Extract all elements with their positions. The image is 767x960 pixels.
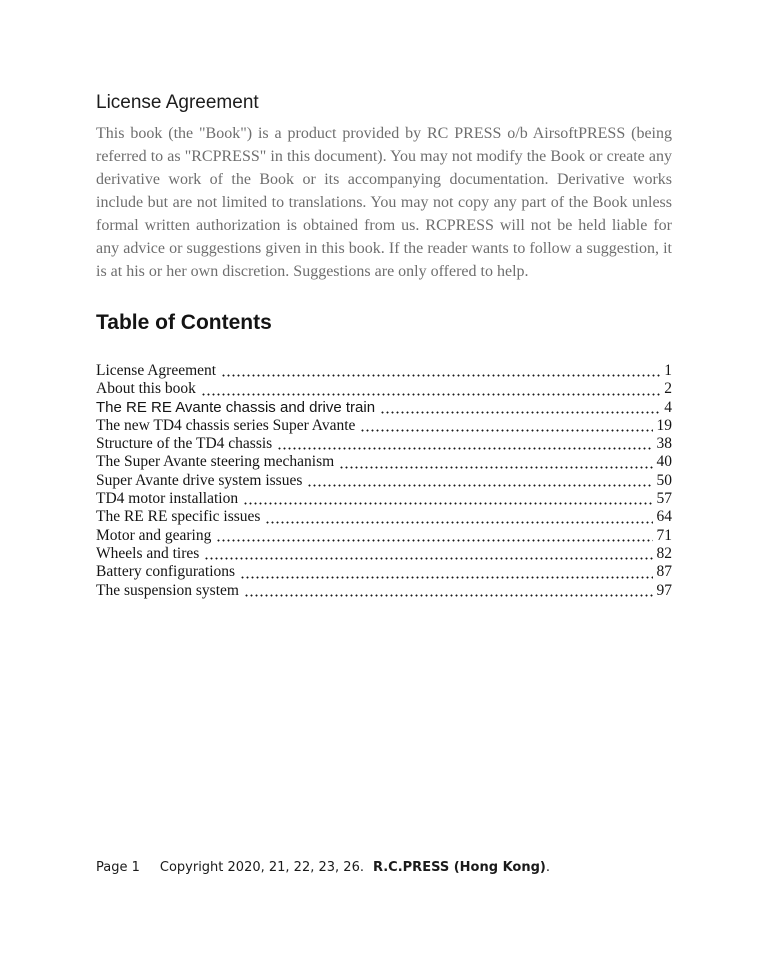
toc-dot-leader bbox=[221, 362, 660, 380]
footer-page-number: Page 1 bbox=[96, 860, 140, 875]
toc-entry-page-number: 4 bbox=[664, 398, 672, 416]
toc-entry bbox=[96, 472, 672, 490]
toc-entry-title: Structure of the TD4 chassis bbox=[96, 435, 273, 453]
toc-dot-leader bbox=[201, 380, 660, 398]
footer-publisher: R.C.PRESS (Hong Kong) bbox=[372, 860, 546, 875]
toc-entry bbox=[96, 380, 672, 398]
toc-dot-leader bbox=[339, 453, 652, 471]
toc-entry-page-number: 87 bbox=[656, 563, 672, 581]
toc-entry bbox=[96, 435, 672, 453]
toc-entry-page-number: 57 bbox=[656, 490, 672, 508]
toc-entry bbox=[96, 417, 672, 435]
toc-dot-leader bbox=[243, 490, 652, 508]
toc-entry-title: Battery configurations bbox=[96, 563, 236, 581]
toc-dot-leader bbox=[204, 545, 652, 563]
toc-entry-title: Wheels and tires bbox=[96, 544, 200, 562]
toc-entry bbox=[96, 490, 672, 508]
footer-copyright: Copyright 2020, 21, 22, 23, 26. bbox=[159, 860, 364, 875]
toc-entry-title: Motor and gearing bbox=[96, 526, 212, 544]
toc-entry bbox=[96, 545, 672, 563]
toc-entry-title: License Agreement bbox=[96, 362, 217, 379]
toc-entry-title: The Super Avante steering mechanism bbox=[96, 453, 335, 471]
toc-entry bbox=[96, 582, 672, 600]
toc-entry bbox=[96, 508, 672, 526]
toc-dot-leader bbox=[216, 527, 652, 545]
toc-entry bbox=[96, 563, 672, 581]
toc-entry bbox=[96, 362, 672, 380]
toc-dot-leader bbox=[380, 399, 660, 417]
toc-entry-page-number: 38 bbox=[656, 435, 672, 453]
table-of-contents-list bbox=[96, 362, 672, 600]
toc-dot-leader bbox=[277, 435, 652, 453]
toc-entry-title: The RE RE Avante chassis and drive train bbox=[96, 398, 376, 416]
toc-entry-page-number: 50 bbox=[656, 471, 672, 489]
table-of-contents-heading: Table of Contents bbox=[96, 311, 272, 334]
toc-entry-title: Super Avante drive system issues bbox=[96, 471, 303, 489]
page-footer bbox=[96, 859, 550, 877]
toc-entry-title: The new TD4 chassis series Super Avante bbox=[96, 416, 356, 434]
toc-entry-page-number: 2 bbox=[664, 380, 672, 398]
toc-entry-page-number: 40 bbox=[656, 453, 672, 471]
toc-entry-page-number: 1 bbox=[664, 362, 672, 379]
toc-dot-leader bbox=[240, 563, 652, 581]
toc-entry-page-number: 71 bbox=[656, 526, 672, 544]
toc-entry-title: About this book bbox=[96, 380, 196, 398]
toc-dot-leader bbox=[307, 472, 652, 490]
toc-dot-leader bbox=[360, 417, 652, 435]
toc-entry-page-number: 64 bbox=[656, 508, 672, 526]
toc-entry-page-number: 82 bbox=[656, 544, 672, 562]
license-agreement-heading: License Agreement bbox=[96, 92, 259, 113]
toc-entry-title: The suspension system bbox=[96, 581, 239, 599]
toc-entry-title: TD4 motor installation bbox=[96, 490, 239, 508]
toc-entry bbox=[96, 453, 672, 471]
toc-entry bbox=[96, 399, 672, 417]
license-agreement-paragraph: This book (the "Book") is a product provided by RC PRESS o/b AirsoftPRESS (being referred to as "RCPRESS" in this document). You may not modify the Book or create any derivative work of the Book or its accompanying documentation. Derivative works include but are not limited to translations. You may not copy any part of the Book unless formal written authorization is obtained from us. RCPRESS will not be held liable for any advice or suggestions given in this book. If the reader wants to follow a suggestion, it is at his or her own discretion. Suggestions are only offered to help. bbox=[96, 125, 672, 280]
toc-entry-page-number: 19 bbox=[656, 416, 672, 434]
toc-entry-title: The RE RE specific issues bbox=[96, 508, 261, 526]
toc-dot-leader bbox=[265, 508, 652, 526]
toc-entry bbox=[96, 527, 672, 545]
footer-period: . bbox=[545, 860, 550, 875]
toc-entry-page-number: 97 bbox=[656, 581, 672, 599]
toc-dot-leader bbox=[244, 582, 653, 600]
